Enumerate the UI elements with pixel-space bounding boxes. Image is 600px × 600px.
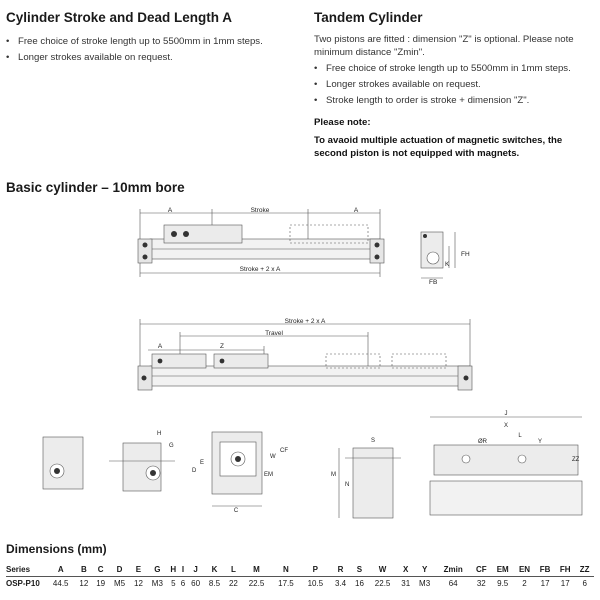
table-cell: 31 (401, 579, 411, 588)
table-cell: 10.5 (307, 579, 324, 588)
right-section-body (314, 33, 596, 160)
v3-label-cf: CF (280, 448, 288, 454)
table-cell: C (92, 563, 109, 577)
v5-label-zz: ZZ (572, 457, 580, 463)
table-cell: S (351, 563, 368, 577)
table-cell: 9.5 (497, 579, 509, 588)
table-row (6, 577, 594, 591)
table-cell: 17.5 (278, 579, 294, 588)
table-cell: EN (514, 563, 535, 577)
table-cell: 22 (228, 579, 238, 588)
table-cell: OSP-P10 (6, 579, 40, 588)
table-cell: 19 (96, 579, 106, 588)
table-cell: H (168, 563, 179, 577)
v4-label-n: N (345, 482, 350, 488)
table-cell: J (187, 563, 204, 577)
dimensions-title: Dimensions (mm) (6, 542, 107, 556)
table-cell: 6 (582, 579, 587, 588)
list-item: • Free choice of stroke length up to 5500mm in 1mm steps. (314, 63, 571, 74)
table-cell: 12 (134, 579, 143, 588)
right-section-title: Tandem Cylinder (314, 10, 423, 25)
v5-label-y: Y (538, 439, 543, 445)
table-cell: K (204, 563, 225, 577)
table-cell: M3 (151, 579, 163, 588)
table-cell: 6 (180, 579, 186, 588)
v1-label-h: H (157, 431, 162, 437)
table-cell: Zmin (435, 563, 471, 577)
v3-label-em: EM (264, 472, 273, 478)
table-row (6, 563, 594, 577)
table-cell: M3 (419, 579, 431, 588)
end-view-3-drawing (190, 418, 290, 513)
table-cell: FB (535, 563, 555, 577)
v5-label-r: ØR (478, 439, 487, 445)
tandem-label-z: Z (220, 343, 224, 350)
table-cell: R (330, 563, 351, 577)
table-cell: CF (471, 563, 491, 577)
end-view-2-drawing (105, 425, 180, 510)
tandem-cylinder-drawing (130, 312, 480, 392)
v1-label-g: G (169, 443, 174, 449)
table-cell: W (368, 563, 397, 577)
table-cell: P (301, 563, 330, 577)
basic-cylinder-title: Basic cylinder – 10mm bore (6, 180, 185, 195)
table-cell: 44.5 (52, 579, 69, 588)
table-cell: E (130, 563, 147, 577)
section-view-drawing (325, 430, 415, 525)
note-text: To avaoid multiple actuation of magnetic switches, the second piston is not equipped with magnets. (314, 135, 563, 159)
v5-label-l: L (518, 433, 522, 439)
table-cell: 17 (560, 579, 570, 588)
list-item: • Stroke length to order is stroke + dimension "Z". (314, 95, 530, 106)
tandem-label-a: A (157, 343, 163, 350)
v3-label-d: D (192, 468, 197, 474)
table-cell: N (271, 563, 300, 577)
dimensions-table (6, 563, 594, 590)
side-label-fh: FH (461, 251, 470, 258)
table-cell: G (147, 563, 168, 577)
table-cell: Y (414, 563, 435, 577)
table-cell: 12 (79, 579, 89, 588)
table-cell: A (46, 563, 75, 577)
table-cell: L (225, 563, 242, 577)
basic-cylinder-drawing (130, 203, 400, 283)
table-cell: EM (491, 563, 514, 577)
table-cell: 2 (522, 579, 527, 588)
list-item: • Longer strokes available on request. (314, 79, 481, 90)
note-title: Please note: (314, 117, 371, 128)
side-label-k: K (445, 261, 450, 268)
carriage-view-drawing (422, 405, 590, 520)
right-section-intro: Two pistons are fitted : dimension "Z" is optional. Please note minimum distance "Zmin". (314, 34, 574, 58)
table-cell: 16 (355, 579, 364, 588)
v5-label-j: J (504, 411, 508, 417)
table-cell: Series (6, 563, 46, 577)
dim-label-a2: A (353, 207, 359, 214)
table-cell: B (75, 563, 92, 577)
table-cell: I (179, 563, 187, 577)
table-cell: M (242, 563, 271, 577)
table-cell: 5 (171, 579, 176, 588)
dim-label-a: A (167, 207, 173, 214)
list-item: • Longer strokes available on request. (6, 52, 173, 63)
table-cell: M5 (113, 579, 126, 588)
tandem-label-travel: Travel (265, 330, 283, 337)
dim-label-stroke: Stroke (250, 207, 270, 214)
table-cell: 22.5 (374, 579, 391, 588)
left-section-bullets (6, 33, 296, 67)
v3-label-c: C (233, 508, 239, 513)
table-cell: FH (555, 563, 575, 577)
table-cell: 64 (448, 579, 458, 588)
v3-label-w: W (270, 454, 276, 460)
table-cell: 8.5 (208, 579, 221, 588)
left-section-title: Cylinder Stroke and Dead Length A (6, 10, 233, 25)
v4-label-s: S (370, 438, 376, 444)
list-item: • Free choice of stroke length up to 5500mm in 1mm steps. (6, 36, 263, 47)
side-view-drawing (415, 220, 470, 285)
table-cell: 32 (476, 579, 486, 588)
table-cell: ZZ (575, 563, 594, 577)
table-cell: 60 (191, 579, 201, 588)
end-view-1-drawing (35, 425, 95, 500)
dim-label-total: Stroke + 2 x A (239, 266, 281, 273)
side-label-fb: FB (429, 279, 438, 285)
v4-label-m: M (331, 472, 336, 478)
table-cell: 22.5 (248, 579, 265, 588)
table-cell: 17 (540, 579, 550, 588)
table-cell: X (397, 563, 414, 577)
v3-label-e: E (200, 460, 205, 466)
table-cell: 3.4 (335, 579, 347, 588)
table-cell: D (109, 563, 130, 577)
tandem-label-total: Stroke + 2 x A (284, 318, 326, 325)
v5-label-x: X (503, 423, 509, 429)
